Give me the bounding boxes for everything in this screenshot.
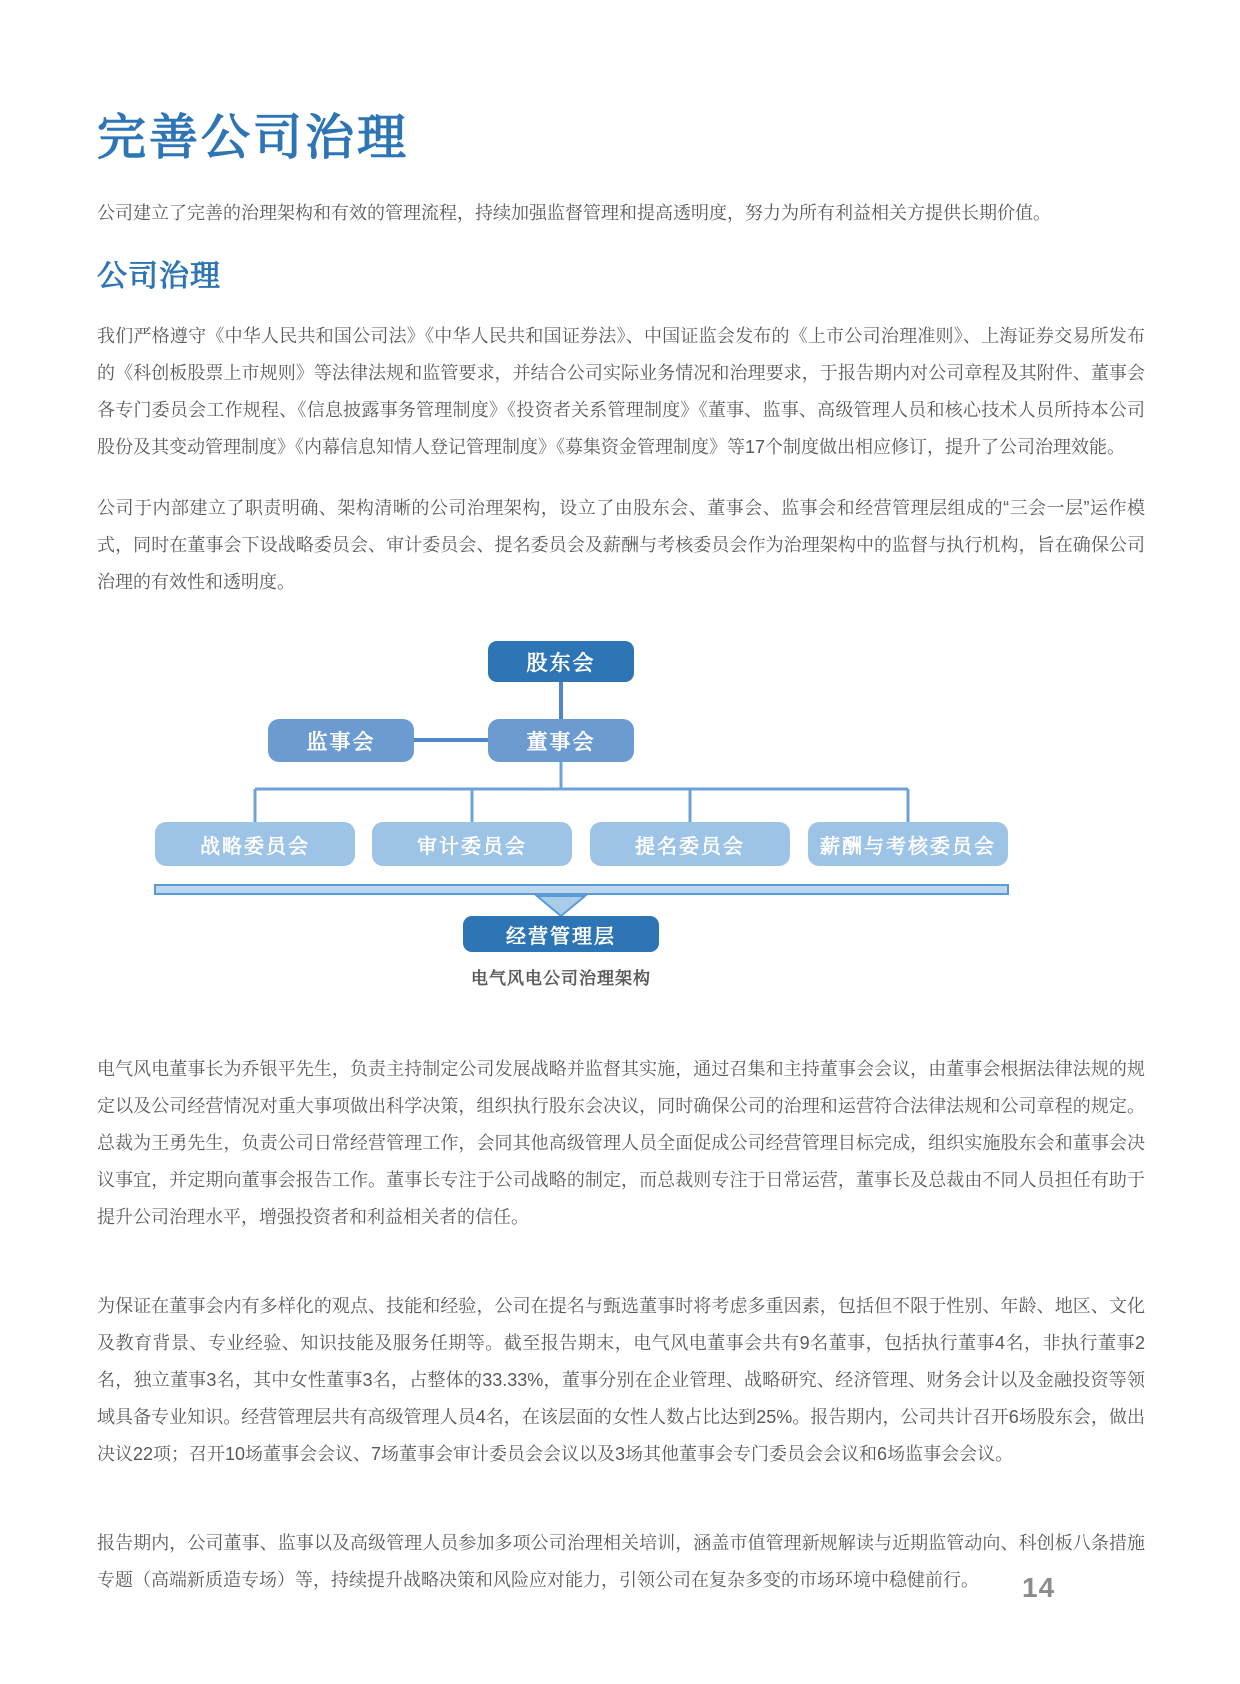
- flow-bar: [155, 885, 1008, 894]
- diagram-caption: 电气风电公司治理架构: [471, 969, 651, 989]
- page-content: [97, 0, 1145, 1599]
- node-audit-committee: 审计委员会: [372, 822, 572, 866]
- paragraph-governance-rules: 我们严格遵守《中华人民共和国公司法》《中华人民共和国证券法》、中国证监会发布的《上市公司治理准则》、上海证券交易所发布的《科创板股票上市规则》等法律法规和监管要求，并结合公司实际业务情况和治理要求，于报告期内对公司章程及其附件、董事会各专门委员会工作规程、《信息披露事务管理制度》《投资者关系管理制度》《董事、监事、高级管理人员和核心技术人员所持本公司股份及其变动管理制度》《内幕信息知情人登记管理制度》《募集资金管理制度》等17个制度做出相应修订，提升了公司治理效能。: [97, 326, 1145, 458]
- node-nomination-committee: 提名委员会: [590, 822, 790, 866]
- paragraph-board-diversity: 为保证在董事会内有多样化的观点、技能和经验，公司在提名与甄选董事时将考虑多重因素，包括但不限于性别、年龄、地区、文化及教育背景、专业经验、知识技能及服务任期等。截至报告期末，电气风电董事会共有9名董事，包括执行董事4名，非执行董事2名，独立董事3名，其中女性董事3名，占整体的33.33%，董事分别在企业管理、战略研究、经济管理、财务会计以及金融投资等领域具备专业知识。经营管理层共有高级管理人员4名，在该层面的女性人数占比达到25%。报告期内，公司共计召开6场股东会，做出决议22项；召开10场董事会会议、7场董事会审计委员会会议以及3场其他董事会专门委员会会议和6场监事会会议。: [97, 1296, 1145, 1465]
- node-supervisory-board: 监事会: [268, 719, 414, 762]
- paragraph-governance-training: 报告期内，公司董事、监事以及高级管理人员参加多项公司治理相关培训，涵盖市值管理新规解读与近期监管动向、科创板八条措施专题（高端新质造专场）等，持续提升战略决策和风险应对能力，引领公司在复杂多变的市场环境中稳健前行。: [97, 1533, 1145, 1591]
- node-board-of-directors: 董事会: [488, 719, 634, 762]
- down-arrow-icon: [537, 896, 585, 916]
- section-heading: 公司治理: [97, 259, 221, 293]
- node-shareholders-meeting: 股东会: [488, 641, 634, 682]
- governance-structure-diagram: [97, 639, 1145, 999]
- intro-paragraph: 公司建立了完善的治理架构和有效的管理流程，持续加强监督管理和提高透明度，努力为所有利益相关方提供长期价值。: [97, 202, 1051, 223]
- node-strategy-committee: 战略委员会: [155, 822, 355, 866]
- paragraph-chairman-president: 电气风电董事长为乔银平先生，负责主持制定公司发展战略并监督其实施，通过召集和主持董事会会议，由董事会根据法律法规的规定以及公司经营情况对重大事项做出科学决策，组织执行股东会决议，同时确保公司的治理和运营符合法律法规和公司章程的规定。总裁为王勇先生，负责公司日常经营管理工作，会同其他高级管理人员全面促成公司经营管理目标完成，组织实施股东会和董事会决议事宜，并定期向董事会报告工作。董事长专注于公司战略的制定，而总裁则专注于日常运营，董事长及总裁由不同人员担任有助于提升公司治理水平，增强投资者和利益相关者的信任。: [97, 1059, 1145, 1228]
- page-number: 14: [1022, 1572, 1056, 1603]
- node-remuneration-appraisal-committee: 薪酬与考核委员会: [808, 822, 1008, 866]
- node-management-level: 经营管理层: [463, 916, 659, 952]
- paragraph-governance-structure: 公司于内部建立了职责明确、架构清晰的公司治理架构，设立了由股东会、董事会、监事会和经营管理层组成的“三会一层”运作模式，同时在董事会下设战略委员会、审计委员会、提名委员会及薪酬与考核委员会作为治理架构中的监督与执行机构，旨在确保公司治理的有效性和透明度。: [97, 498, 1145, 593]
- page-title: 完善公司治理: [97, 111, 410, 165]
